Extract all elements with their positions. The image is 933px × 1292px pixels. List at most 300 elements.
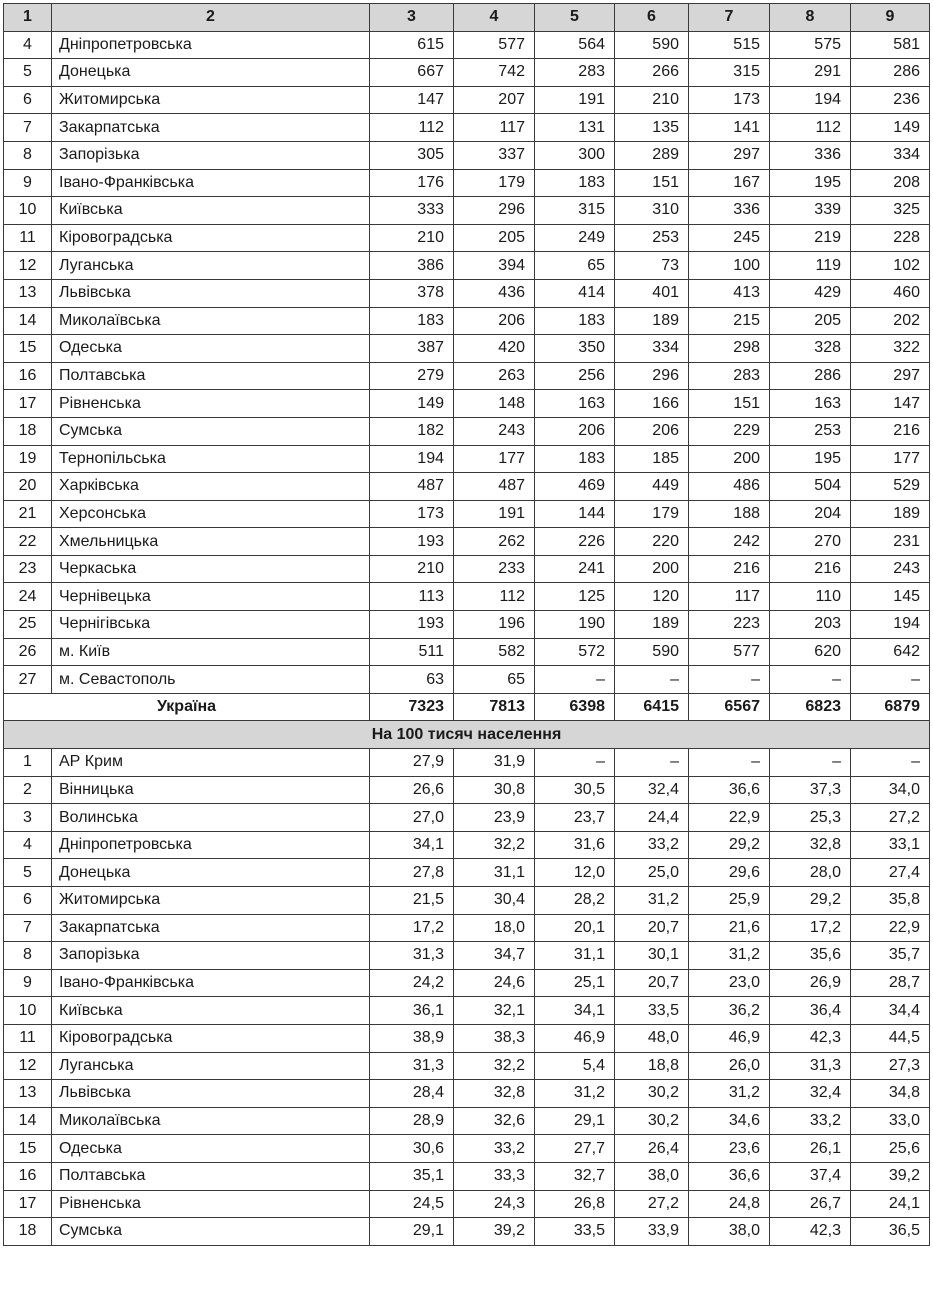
value-cell: 191	[454, 500, 535, 528]
table-row	[4, 252, 930, 280]
value-cell: 339	[770, 197, 851, 225]
value-cell: 23,7	[535, 804, 615, 832]
value-cell: 262	[454, 528, 535, 556]
value-cell: 189	[615, 611, 689, 639]
value-cell: 65	[454, 666, 535, 694]
value-cell: 23,0	[689, 969, 770, 997]
row-number: 8	[4, 942, 52, 970]
region-name: м. Київ	[52, 638, 370, 666]
year-column-header: 9	[851, 4, 930, 32]
row-number: 12	[4, 252, 52, 280]
value-cell: 31,1	[535, 942, 615, 970]
value-cell: 183	[370, 307, 454, 335]
section-row	[4, 721, 930, 749]
value-cell: 24,4	[615, 804, 689, 832]
value-cell: 336	[770, 141, 851, 169]
value-cell: 32,7	[535, 1162, 615, 1190]
value-cell: 24,3	[454, 1190, 535, 1218]
value-cell: 253	[770, 417, 851, 445]
table-row	[4, 1080, 930, 1108]
value-cell: 31,3	[370, 1052, 454, 1080]
value-cell: 31,2	[689, 942, 770, 970]
table-row	[4, 1052, 930, 1080]
value-cell: 20,7	[615, 914, 689, 942]
value-cell: 33,2	[770, 1107, 851, 1135]
value-cell: 26,7	[770, 1190, 851, 1218]
table-row	[4, 445, 930, 473]
value-cell: 34,7	[454, 942, 535, 970]
value-cell: 429	[770, 279, 851, 307]
region-name: Полтавська	[52, 1162, 370, 1190]
value-cell: 193	[370, 528, 454, 556]
table-row	[4, 528, 930, 556]
value-cell: 26,4	[615, 1135, 689, 1163]
row-number: 16	[4, 1162, 52, 1190]
value-cell: 216	[689, 555, 770, 583]
value-cell: 615	[370, 31, 454, 59]
value-cell: 46,9	[689, 1024, 770, 1052]
region-name: Миколаївська	[52, 1107, 370, 1135]
value-cell: 22,9	[851, 914, 930, 942]
value-cell: 253	[615, 224, 689, 252]
value-cell: 30,6	[370, 1135, 454, 1163]
value-cell: 193	[370, 611, 454, 639]
row-number: 21	[4, 500, 52, 528]
value-cell: 179	[454, 169, 535, 197]
value-cell: 42,3	[770, 1024, 851, 1052]
value-cell: 38,0	[615, 1162, 689, 1190]
region-name: Донецька	[52, 59, 370, 87]
value-cell: 249	[535, 224, 615, 252]
value-cell: 144	[535, 500, 615, 528]
year-column-header: 7	[689, 4, 770, 32]
value-cell: 29,1	[370, 1218, 454, 1246]
value-cell: –	[770, 749, 851, 777]
table-row	[4, 500, 930, 528]
value-cell: 177	[851, 445, 930, 473]
table-row	[4, 666, 930, 694]
total-value: 6879	[851, 693, 930, 721]
value-cell: –	[689, 666, 770, 694]
value-cell: 147	[851, 390, 930, 418]
value-cell: 436	[454, 279, 535, 307]
value-cell: 297	[851, 362, 930, 390]
table-row	[4, 555, 930, 583]
row-number: 24	[4, 583, 52, 611]
table-row	[4, 1162, 930, 1190]
value-cell: 283	[689, 362, 770, 390]
value-cell: 31,2	[689, 1080, 770, 1108]
table-row	[4, 583, 930, 611]
region-name: Хмельницька	[52, 528, 370, 556]
table-row	[4, 114, 930, 142]
row-number: 14	[4, 1107, 52, 1135]
value-cell: 504	[770, 473, 851, 501]
value-cell: 215	[689, 307, 770, 335]
region-name: Київська	[52, 197, 370, 225]
region-name: Рівненська	[52, 1190, 370, 1218]
table-row	[4, 997, 930, 1025]
value-cell: 30,1	[615, 942, 689, 970]
value-cell: 25,3	[770, 804, 851, 832]
value-cell: 29,2	[770, 887, 851, 915]
value-cell: 413	[689, 279, 770, 307]
value-cell: 117	[689, 583, 770, 611]
table-row	[4, 749, 930, 777]
value-cell: 241	[535, 555, 615, 583]
value-cell: 322	[851, 335, 930, 363]
table-row	[4, 362, 930, 390]
region-name: Рівненська	[52, 390, 370, 418]
value-cell: 529	[851, 473, 930, 501]
value-cell: 31,3	[370, 942, 454, 970]
value-cell: 131	[535, 114, 615, 142]
value-cell: 34,8	[851, 1080, 930, 1108]
region-name: Кіровоградська	[52, 224, 370, 252]
total-value: 7813	[454, 693, 535, 721]
value-cell: 210	[370, 555, 454, 583]
region-name: Львівська	[52, 279, 370, 307]
value-cell: 223	[689, 611, 770, 639]
row-number: 23	[4, 555, 52, 583]
table-row	[4, 804, 930, 832]
value-cell: 291	[770, 59, 851, 87]
value-cell: 286	[851, 59, 930, 87]
row-number: 11	[4, 1024, 52, 1052]
value-cell: 185	[615, 445, 689, 473]
region-name: Луганська	[52, 252, 370, 280]
value-cell: 296	[615, 362, 689, 390]
row-number: 16	[4, 362, 52, 390]
table-row	[4, 1218, 930, 1246]
value-cell: 414	[535, 279, 615, 307]
value-cell: 27,2	[615, 1190, 689, 1218]
value-cell: 742	[454, 59, 535, 87]
value-cell: 575	[770, 31, 851, 59]
value-cell: 256	[535, 362, 615, 390]
value-cell: 581	[851, 31, 930, 59]
section-title: На 100 тисяч населення	[4, 721, 930, 749]
value-cell: 204	[770, 500, 851, 528]
value-cell: 449	[615, 473, 689, 501]
value-cell: 48,0	[615, 1024, 689, 1052]
value-cell: 667	[370, 59, 454, 87]
value-cell: 119	[770, 252, 851, 280]
region-name: Запорізька	[52, 942, 370, 970]
value-cell: 337	[454, 141, 535, 169]
region-column-header: 2	[52, 4, 370, 32]
value-cell: 286	[770, 362, 851, 390]
value-cell: 112	[370, 114, 454, 142]
region-name: Чернівецька	[52, 583, 370, 611]
value-cell: 27,7	[535, 1135, 615, 1163]
region-name: Дніпропетровська	[52, 831, 370, 859]
value-cell: 190	[535, 611, 615, 639]
value-cell: 35,6	[770, 942, 851, 970]
value-cell: 590	[615, 31, 689, 59]
value-cell: 112	[770, 114, 851, 142]
table-row	[4, 335, 930, 363]
value-cell: 17,2	[770, 914, 851, 942]
value-cell: 27,4	[851, 859, 930, 887]
value-cell: 220	[615, 528, 689, 556]
value-cell: 36,1	[370, 997, 454, 1025]
value-cell: 32,2	[454, 831, 535, 859]
table-row	[4, 31, 930, 59]
value-cell: 30,5	[535, 776, 615, 804]
value-cell: 20,7	[615, 969, 689, 997]
value-cell: 194	[770, 86, 851, 114]
value-cell: 30,8	[454, 776, 535, 804]
value-cell: 29,6	[689, 859, 770, 887]
value-cell: 333	[370, 197, 454, 225]
value-cell: 149	[851, 114, 930, 142]
value-cell: 27,0	[370, 804, 454, 832]
table-row	[4, 307, 930, 335]
value-cell: 300	[535, 141, 615, 169]
value-cell: 24,2	[370, 969, 454, 997]
row-number: 18	[4, 1218, 52, 1246]
region-name: АР Крим	[52, 749, 370, 777]
value-cell: 35,1	[370, 1162, 454, 1190]
value-cell: 216	[770, 555, 851, 583]
value-cell: 28,0	[770, 859, 851, 887]
statistics-table	[3, 3, 930, 1246]
year-column-header: 5	[535, 4, 615, 32]
row-number: 1	[4, 749, 52, 777]
value-cell: 135	[615, 114, 689, 142]
value-cell: –	[851, 749, 930, 777]
value-cell: 33,2	[454, 1135, 535, 1163]
value-cell: 25,0	[615, 859, 689, 887]
row-number: 20	[4, 473, 52, 501]
table-row	[4, 169, 930, 197]
value-cell: 195	[770, 445, 851, 473]
region-name: Житомирська	[52, 887, 370, 915]
value-cell: 38,3	[454, 1024, 535, 1052]
value-cell: 44,5	[851, 1024, 930, 1052]
year-column-header: 8	[770, 4, 851, 32]
value-cell: 33,1	[851, 831, 930, 859]
value-cell: 242	[689, 528, 770, 556]
value-cell: 25,6	[851, 1135, 930, 1163]
value-cell: 28,9	[370, 1107, 454, 1135]
value-cell: 34,4	[851, 997, 930, 1025]
row-number: 14	[4, 307, 52, 335]
table-row	[4, 390, 930, 418]
value-cell: 36,2	[689, 997, 770, 1025]
value-cell: 195	[770, 169, 851, 197]
value-cell: 394	[454, 252, 535, 280]
value-cell: 469	[535, 473, 615, 501]
value-cell: 206	[535, 417, 615, 445]
value-cell: 151	[689, 390, 770, 418]
value-cell: 117	[454, 114, 535, 142]
year-column-header: 6	[615, 4, 689, 32]
row-number: 9	[4, 169, 52, 197]
value-cell: 32,8	[454, 1080, 535, 1108]
value-cell: 33,5	[535, 1218, 615, 1246]
value-cell: 642	[851, 638, 930, 666]
row-number: 25	[4, 611, 52, 639]
table-row	[4, 59, 930, 87]
value-cell: 112	[454, 583, 535, 611]
value-cell: 577	[689, 638, 770, 666]
value-cell: 350	[535, 335, 615, 363]
table-row	[4, 776, 930, 804]
value-cell: 336	[689, 197, 770, 225]
region-name: Донецька	[52, 859, 370, 887]
table-row	[4, 942, 930, 970]
value-cell: 110	[770, 583, 851, 611]
value-cell: 387	[370, 335, 454, 363]
row-number: 7	[4, 914, 52, 942]
value-cell: 18,8	[615, 1052, 689, 1080]
value-cell: 37,4	[770, 1162, 851, 1190]
region-name: м. Севастополь	[52, 666, 370, 694]
value-cell: 32,4	[615, 776, 689, 804]
region-name: Київська	[52, 997, 370, 1025]
value-cell: 26,8	[535, 1190, 615, 1218]
value-cell: 26,1	[770, 1135, 851, 1163]
value-cell: 378	[370, 279, 454, 307]
value-cell: 577	[454, 31, 535, 59]
value-cell: 31,6	[535, 831, 615, 859]
value-cell: 182	[370, 417, 454, 445]
value-cell: 27,2	[851, 804, 930, 832]
value-cell: 23,9	[454, 804, 535, 832]
value-cell: 183	[535, 307, 615, 335]
table-row	[4, 638, 930, 666]
value-cell: 39,2	[454, 1218, 535, 1246]
row-number: 15	[4, 335, 52, 363]
total-value: 6415	[615, 693, 689, 721]
value-cell: 33,2	[615, 831, 689, 859]
row-number: 9	[4, 969, 52, 997]
value-cell: 325	[851, 197, 930, 225]
value-cell: 113	[370, 583, 454, 611]
value-cell: 26,0	[689, 1052, 770, 1080]
region-name: Волинська	[52, 804, 370, 832]
value-cell: 206	[615, 417, 689, 445]
value-cell: 263	[454, 362, 535, 390]
value-cell: 515	[689, 31, 770, 59]
value-cell: 266	[615, 59, 689, 87]
value-cell: 34,1	[370, 831, 454, 859]
row-number: 3	[4, 804, 52, 832]
value-cell: 386	[370, 252, 454, 280]
value-cell: 27,9	[370, 749, 454, 777]
value-cell: 228	[851, 224, 930, 252]
row-number: 8	[4, 141, 52, 169]
table-row	[4, 417, 930, 445]
value-cell: –	[689, 749, 770, 777]
value-cell: 5,4	[535, 1052, 615, 1080]
row-number: 13	[4, 1080, 52, 1108]
value-cell: 487	[370, 473, 454, 501]
value-cell: 26,6	[370, 776, 454, 804]
value-cell: 620	[770, 638, 851, 666]
total-body	[4, 693, 930, 748]
region-name: Житомирська	[52, 86, 370, 114]
value-cell: 196	[454, 611, 535, 639]
value-cell: 315	[689, 59, 770, 87]
value-cell: 42,3	[770, 1218, 851, 1246]
value-cell: 31,1	[454, 859, 535, 887]
value-cell: 208	[851, 169, 930, 197]
value-cell: 283	[535, 59, 615, 87]
value-cell: 243	[851, 555, 930, 583]
value-cell: 31,9	[454, 749, 535, 777]
value-cell: –	[535, 666, 615, 694]
value-cell: 401	[615, 279, 689, 307]
value-cell: 207	[454, 86, 535, 114]
region-name: Закарпатська	[52, 114, 370, 142]
value-cell: 486	[689, 473, 770, 501]
value-cell: 487	[454, 473, 535, 501]
value-cell: 310	[615, 197, 689, 225]
year-column-header: 3	[370, 4, 454, 32]
value-cell: 24,1	[851, 1190, 930, 1218]
header-row	[4, 4, 930, 32]
row-number: 11	[4, 224, 52, 252]
value-cell: 32,4	[770, 1080, 851, 1108]
value-cell: 25,9	[689, 887, 770, 915]
region-name: Львівська	[52, 1080, 370, 1108]
value-cell: 511	[370, 638, 454, 666]
value-cell: 36,4	[770, 997, 851, 1025]
region-name: Херсонська	[52, 500, 370, 528]
value-cell: 148	[454, 390, 535, 418]
value-cell: 23,6	[689, 1135, 770, 1163]
value-cell: 30,2	[615, 1107, 689, 1135]
value-cell: 120	[615, 583, 689, 611]
value-cell: 194	[370, 445, 454, 473]
value-cell: 24,8	[689, 1190, 770, 1218]
value-cell: 65	[535, 252, 615, 280]
value-cell: 151	[615, 169, 689, 197]
region-name: Харківська	[52, 473, 370, 501]
value-cell: 179	[615, 500, 689, 528]
value-cell: 183	[535, 445, 615, 473]
table-row	[4, 859, 930, 887]
row-number: 18	[4, 417, 52, 445]
region-name: Тернопільська	[52, 445, 370, 473]
value-cell: 210	[615, 86, 689, 114]
value-cell: 194	[851, 611, 930, 639]
region-name: Івано-Франківська	[52, 169, 370, 197]
region-name: Чернігівська	[52, 611, 370, 639]
value-cell: 183	[535, 169, 615, 197]
value-cell: 216	[851, 417, 930, 445]
value-cell: 564	[535, 31, 615, 59]
value-cell: 28,4	[370, 1080, 454, 1108]
table-row	[4, 86, 930, 114]
value-cell: 141	[689, 114, 770, 142]
table-row	[4, 1107, 930, 1135]
value-cell: 147	[370, 86, 454, 114]
value-cell: 315	[535, 197, 615, 225]
table-row	[4, 887, 930, 915]
value-cell: 30,2	[615, 1080, 689, 1108]
value-cell: 191	[535, 86, 615, 114]
region-name: Черкаська	[52, 555, 370, 583]
value-cell: 102	[851, 252, 930, 280]
value-cell: 100	[689, 252, 770, 280]
row-number: 17	[4, 1190, 52, 1218]
value-cell: 189	[851, 500, 930, 528]
value-cell: 572	[535, 638, 615, 666]
